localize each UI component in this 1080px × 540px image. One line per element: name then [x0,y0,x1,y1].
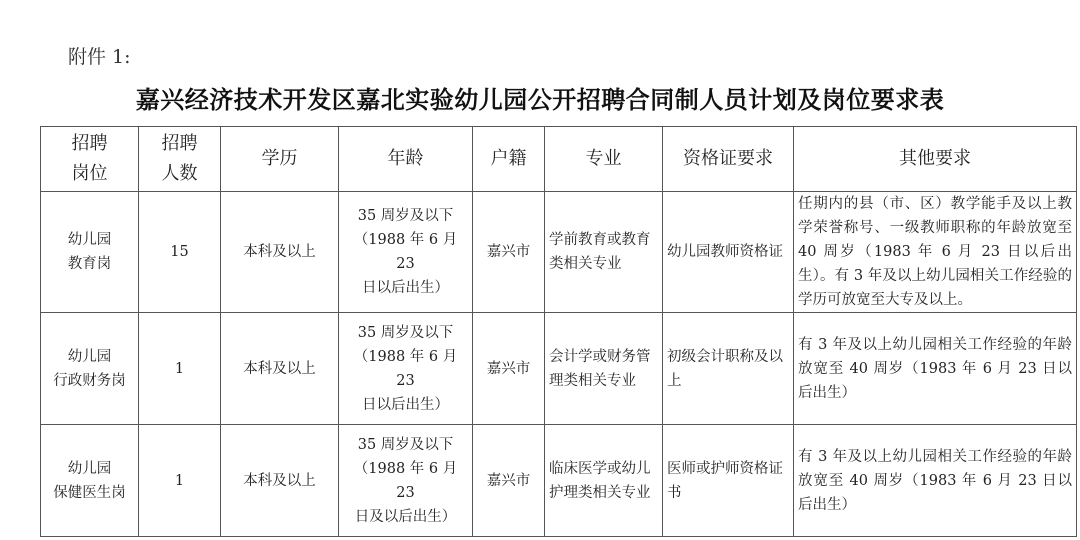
cell-education: 本科及以上 [221,192,339,313]
table-header-row [41,127,1077,192]
cell-count: 15 [139,192,221,313]
cell-certificate: 初级会计职称及以上 [663,313,794,425]
cell-other: 有 3 年及以上幼儿园相关工作经验的年龄放宽至 40 周岁（1983 年 6 月 23 日以后出生） [794,425,1077,537]
cell-residence: 嘉兴市 [473,313,545,425]
cell-count: 1 [139,425,221,537]
attachment-label: 附件 1: [68,46,131,68]
header-count: 招聘 人数 [139,127,221,192]
header-age: 年龄 [339,127,473,192]
cell-position: 幼儿园 保健医生岗 [41,425,139,537]
cell-age: 35 周岁及以下 （1988 年 6 月 23 日以后出生） [339,192,473,313]
cell-major: 会计学或财务管理类相关专业 [545,313,663,425]
header-position: 招聘 岗位 [41,127,139,192]
table-row [41,425,1077,537]
page-title: 嘉兴经济技术开发区嘉北实验幼儿园公开招聘合同制人员计划及岗位要求表 [135,85,945,114]
cell-certificate: 幼儿园教师资格证 [663,192,794,313]
recruitment-table [40,126,1077,537]
cell-other: 任期内的县（市、区）教学能手及以上教学荣誉称号、一级教师职称的年龄放宽至 40 周岁（1983 年 6 月 23 日以后出生）。有 3 年及以上幼儿园相关工作经验的学历可放宽至大专及以上。 [794,192,1077,313]
cell-residence: 嘉兴市 [473,425,545,537]
cell-education: 本科及以上 [221,425,339,537]
cell-position: 幼儿园 行政财务岗 [41,313,139,425]
table-row [41,313,1077,425]
table-row [41,192,1077,313]
header-certificate: 资格证要求 [663,127,794,192]
cell-education: 本科及以上 [221,313,339,425]
header-major: 专业 [545,127,663,192]
cell-certificate: 医师或护师资格证书 [663,425,794,537]
cell-age: 35 周岁及以下 （1988 年 6 月 23 日以后出生） [339,313,473,425]
cell-age: 35 周岁及以下 （1988 年 6 月 23 日及以后出生） [339,425,473,537]
cell-residence: 嘉兴市 [473,192,545,313]
header-education: 学历 [221,127,339,192]
header-other: 其他要求 [794,127,1077,192]
cell-major: 临床医学或幼儿护理类相关专业 [545,425,663,537]
cell-count: 1 [139,313,221,425]
cell-other: 有 3 年及以上幼儿园相关工作经验的年龄放宽至 40 周岁（1983 年 6 月 23 日以后出生） [794,313,1077,425]
cell-major: 学前教育或教育类相关专业 [545,192,663,313]
header-residence: 户籍 [473,127,545,192]
cell-position: 幼儿园 教育岗 [41,192,139,313]
